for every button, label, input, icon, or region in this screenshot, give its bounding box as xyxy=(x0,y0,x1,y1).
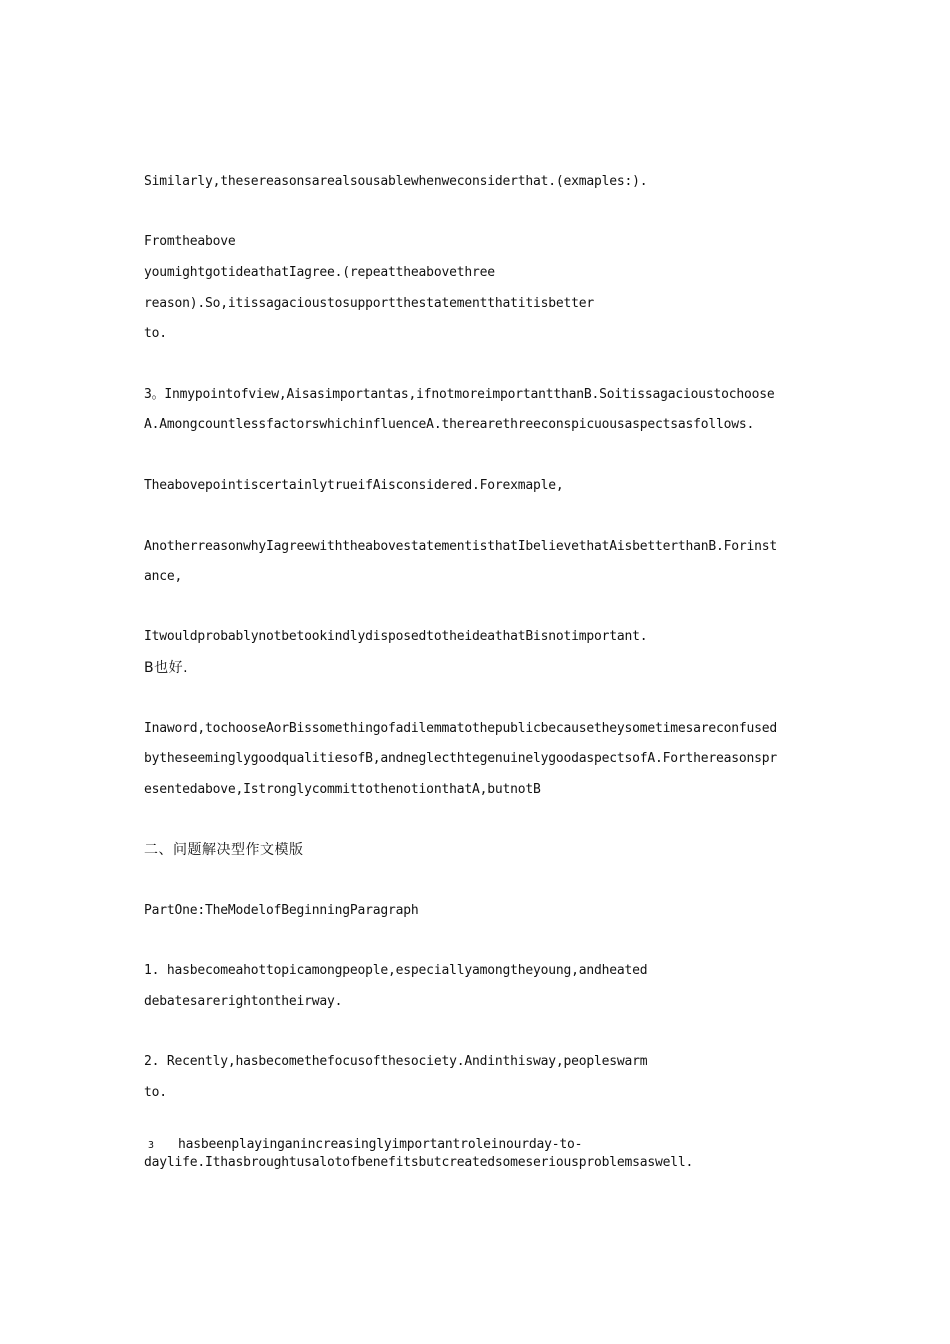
text-line: debatesarerightontheirway. xyxy=(144,994,343,1009)
text-line: TheabovepointiscertainlytrueifAisconsidered.Forexmaple, xyxy=(144,478,564,493)
text-line: PartOne:TheModelofBeginningParagraph xyxy=(144,903,419,918)
section-heading: 二、问题解决型作文模版 xyxy=(144,842,304,858)
text-line xyxy=(144,1136,582,1155)
text-line: Fromtheabove xyxy=(144,234,236,249)
text-line: Similarly,thesereasonsarealsousablewhenweconsiderthat.(exmaples:). xyxy=(144,174,648,189)
text-line: ance, xyxy=(144,569,183,584)
text-line: to. xyxy=(144,1085,167,1100)
text-line: bytheseeminglygoodqualitiesofB,andneglecthtegenuinelygoodaspectsofA.Forthereasonspr xyxy=(144,751,778,766)
text-line: 1. hasbecomeahottopicamongpeople,especiallyamongtheyoung,andheated xyxy=(144,963,648,978)
text-line: ItwouldprobablynotbetookindlydisposedtotheideathatBisnotimportant. xyxy=(144,629,648,644)
text-line: 2. Recently,hasbecomethefocusofthesociety.Andinthisway,peopleswarm xyxy=(144,1054,648,1069)
list-number: 3 xyxy=(148,1140,154,1151)
text-line: reason).So,itissagacioustosupportthestatementthatitisbetter xyxy=(144,296,594,311)
text-line: daylife.Ithasbroughtusalotofbenefitsbutcreatedsomeseriousproblemsaswell. xyxy=(144,1155,694,1170)
text-span: hasbeenplayinganincreasinglyimportantroleinourday-to- xyxy=(178,1137,583,1152)
text-line: esentedabove,IstronglycommittothenotionthatA,butnotB xyxy=(144,782,541,797)
text-line: 3。Inmypointofview,Aisasimportantas,ifnotmoreimportantthanB.Soitissagacioustochoose xyxy=(144,387,775,402)
text-line: AnotherreasonwhyIagreewiththeabovestatementisthatIbelievethatAisbetterthanB.Forinst xyxy=(144,539,778,554)
text-line: to. xyxy=(144,326,167,341)
text-line: Inaword,tochooseAorBissomethingofadilemmatothepublicbecausetheysometimesareconfused xyxy=(144,721,778,736)
text-line: youmightgotideathatIagree.(repeattheabovethree xyxy=(144,265,495,280)
text-line: A.AmongcountlessfactorswhichinfluenceA.therearethreeconspicuousaspectsasfollows. xyxy=(144,417,755,432)
text-line: B也好. xyxy=(144,660,189,676)
